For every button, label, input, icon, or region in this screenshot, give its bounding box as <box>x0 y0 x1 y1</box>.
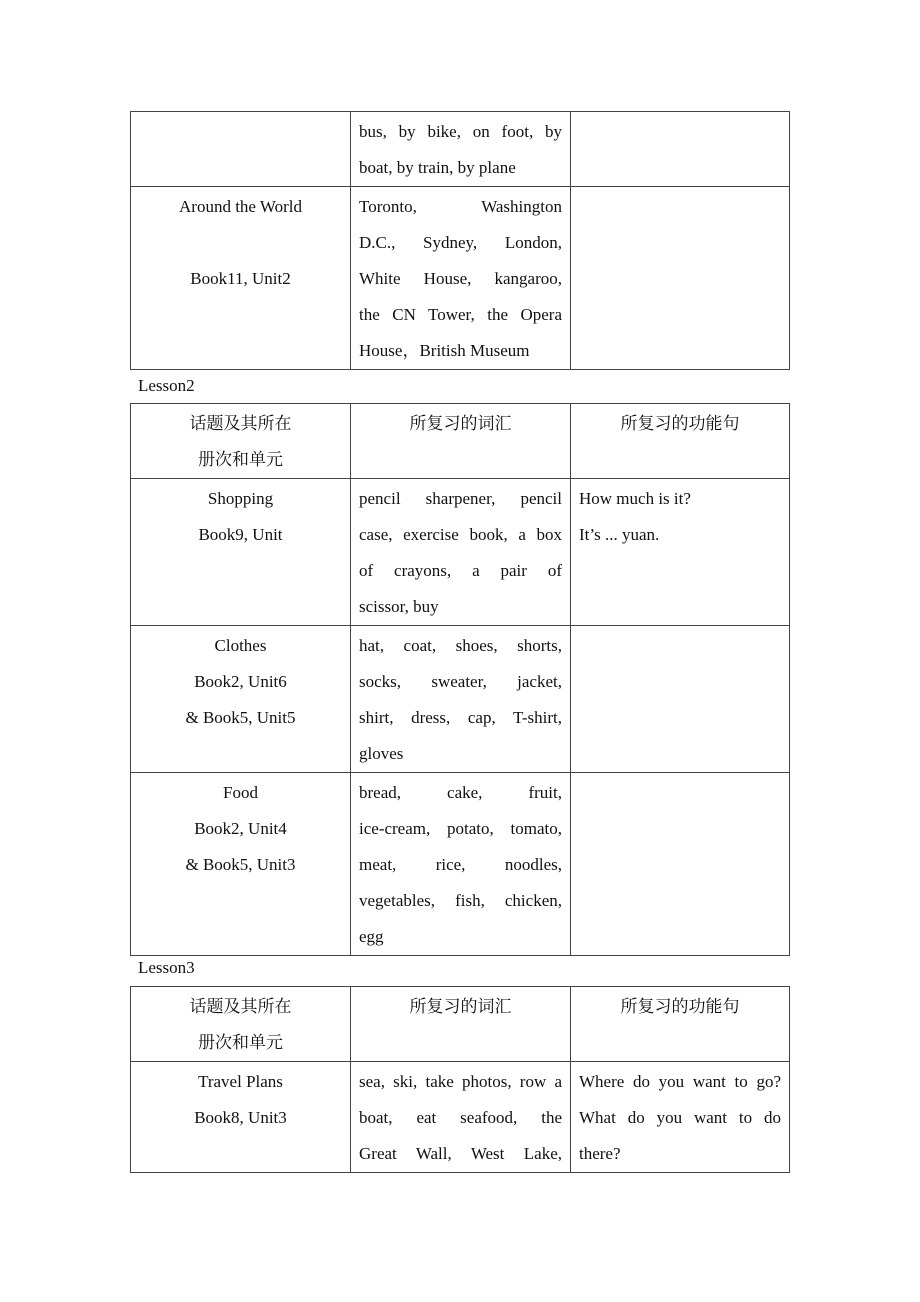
cell-text-line: Food <box>223 783 258 802</box>
function-sentence-cell <box>571 112 790 187</box>
cell-text-line: What do you want to do <box>579 1108 781 1127</box>
cell-text-line: How much is it? <box>579 489 691 508</box>
topic-cell <box>131 404 351 479</box>
topic-cell <box>131 626 351 773</box>
cell-text-line: vegetables, fish, chicken, <box>359 891 562 910</box>
cell-text-line: Book8, Unit3 <box>194 1108 287 1127</box>
cell-text-line: Book2, Unit6 <box>194 672 287 691</box>
cell-text-line: pencil sharpener, pencil <box>359 489 562 508</box>
cell-text-line: sea, ski, take photos, row a <box>359 1072 562 1091</box>
cell-text-line: shirt, dress, cap, T-shirt, <box>359 708 562 727</box>
cell-text-line: Clothes <box>214 636 267 655</box>
cell-text-line: D.C., Sydney, London, <box>359 233 562 252</box>
cell-text-line: egg <box>359 927 384 946</box>
table-header-row <box>131 987 790 1062</box>
cell-text-line: ice-cream, potato, tomato, <box>359 819 562 838</box>
cell-text-line: White House, kangaroo, <box>359 269 562 288</box>
lesson3-label: Lesson3 <box>138 958 195 977</box>
table-row <box>131 1062 790 1173</box>
topic-cell <box>131 773 351 956</box>
cell-text-line: House，British Museum <box>359 341 530 360</box>
vocabulary-cell <box>351 112 571 187</box>
function-sentence-cell <box>571 773 790 956</box>
cell-text-line: 所复习的功能句 <box>620 997 740 1016</box>
table-row <box>131 187 790 370</box>
vocabulary-cell <box>351 1062 571 1173</box>
cell-text-line: Book11, Unit2 <box>190 269 291 288</box>
topic-cell <box>131 1062 351 1173</box>
cell-text-line: there? <box>579 1144 621 1163</box>
function-sentence-cell <box>571 187 790 370</box>
cell-text-line: 话题及其所在 <box>189 997 292 1016</box>
cell-text-line: Great Wall, West Lake, <box>359 1144 562 1163</box>
vocabulary-cell <box>351 773 571 956</box>
cell-text-line: of crayons, a pair of <box>359 561 562 580</box>
cell-text-line: boat, by train, by plane <box>359 158 516 177</box>
cell-text-line: 所复习的词汇 <box>409 414 512 433</box>
function-sentence-cell <box>571 1062 790 1173</box>
cell-text-line: Around the World <box>179 197 302 216</box>
function-sentence-cell <box>571 626 790 773</box>
cell-text-line: 所复习的功能句 <box>620 414 740 433</box>
vocab-table-lesson2 <box>130 403 790 956</box>
cell-text-line: 所复习的词汇 <box>409 997 512 1016</box>
cell-text-line: bus, by bike, on foot, by <box>359 122 562 141</box>
cell-text-line: Toronto, Washington <box>359 197 562 216</box>
vocab-table-lesson1-continued <box>130 111 790 370</box>
table-header-row <box>131 404 790 479</box>
cell-text-line: hat, coat, shoes, shorts, <box>359 636 562 655</box>
cell-text-line: Book9, Unit <box>198 525 283 544</box>
cell-text-line: & Book5, Unit5 <box>185 708 296 727</box>
table-row <box>131 626 790 773</box>
topic-cell <box>131 987 351 1062</box>
cell-text-line: socks, sweater, jacket, <box>359 672 562 691</box>
cell-text-line: 话题及其所在 <box>189 414 292 433</box>
topic-cell <box>131 479 351 626</box>
function-sentence-cell <box>571 404 790 479</box>
vocabulary-cell <box>351 187 571 370</box>
cell-text-line: 册次和单元 <box>198 1033 283 1052</box>
cell-text-line: Where do you want to go? <box>579 1072 781 1091</box>
cell-text-line: 册次和单元 <box>198 450 283 469</box>
cell-text-line: bread, cake, fruit, <box>359 783 562 802</box>
cell-text-line: Travel Plans <box>198 1072 283 1091</box>
cell-text-line: gloves <box>359 744 404 763</box>
cell-text-line <box>139 225 342 261</box>
vocab-table-lesson3 <box>130 986 790 1173</box>
cell-text-line: Book2, Unit4 <box>194 819 287 838</box>
lesson2-label: Lesson2 <box>138 376 195 395</box>
cell-text-line: It’s ... yuan. <box>579 525 660 544</box>
topic-cell <box>131 187 351 370</box>
table-row <box>131 773 790 956</box>
vocabulary-cell <box>351 404 571 479</box>
cell-text-line: boat, eat seafood, the <box>359 1108 562 1127</box>
cell-text-line: case, exercise book, a box <box>359 525 562 544</box>
cell-text-line: Shopping <box>207 489 274 508</box>
vocabulary-cell <box>351 987 571 1062</box>
cell-text-line: scissor, buy <box>359 597 439 616</box>
table-row <box>131 479 790 626</box>
function-sentence-cell <box>571 479 790 626</box>
vocabulary-cell <box>351 479 571 626</box>
cell-text-line: & Book5, Unit3 <box>185 855 296 874</box>
vocabulary-cell <box>351 626 571 773</box>
topic-cell <box>131 112 351 187</box>
cell-text-line: meat, rice, noodles, <box>359 855 562 874</box>
cell-text-line: the CN Tower, the Opera <box>359 305 562 324</box>
table-row <box>131 112 790 187</box>
function-sentence-cell <box>571 987 790 1062</box>
